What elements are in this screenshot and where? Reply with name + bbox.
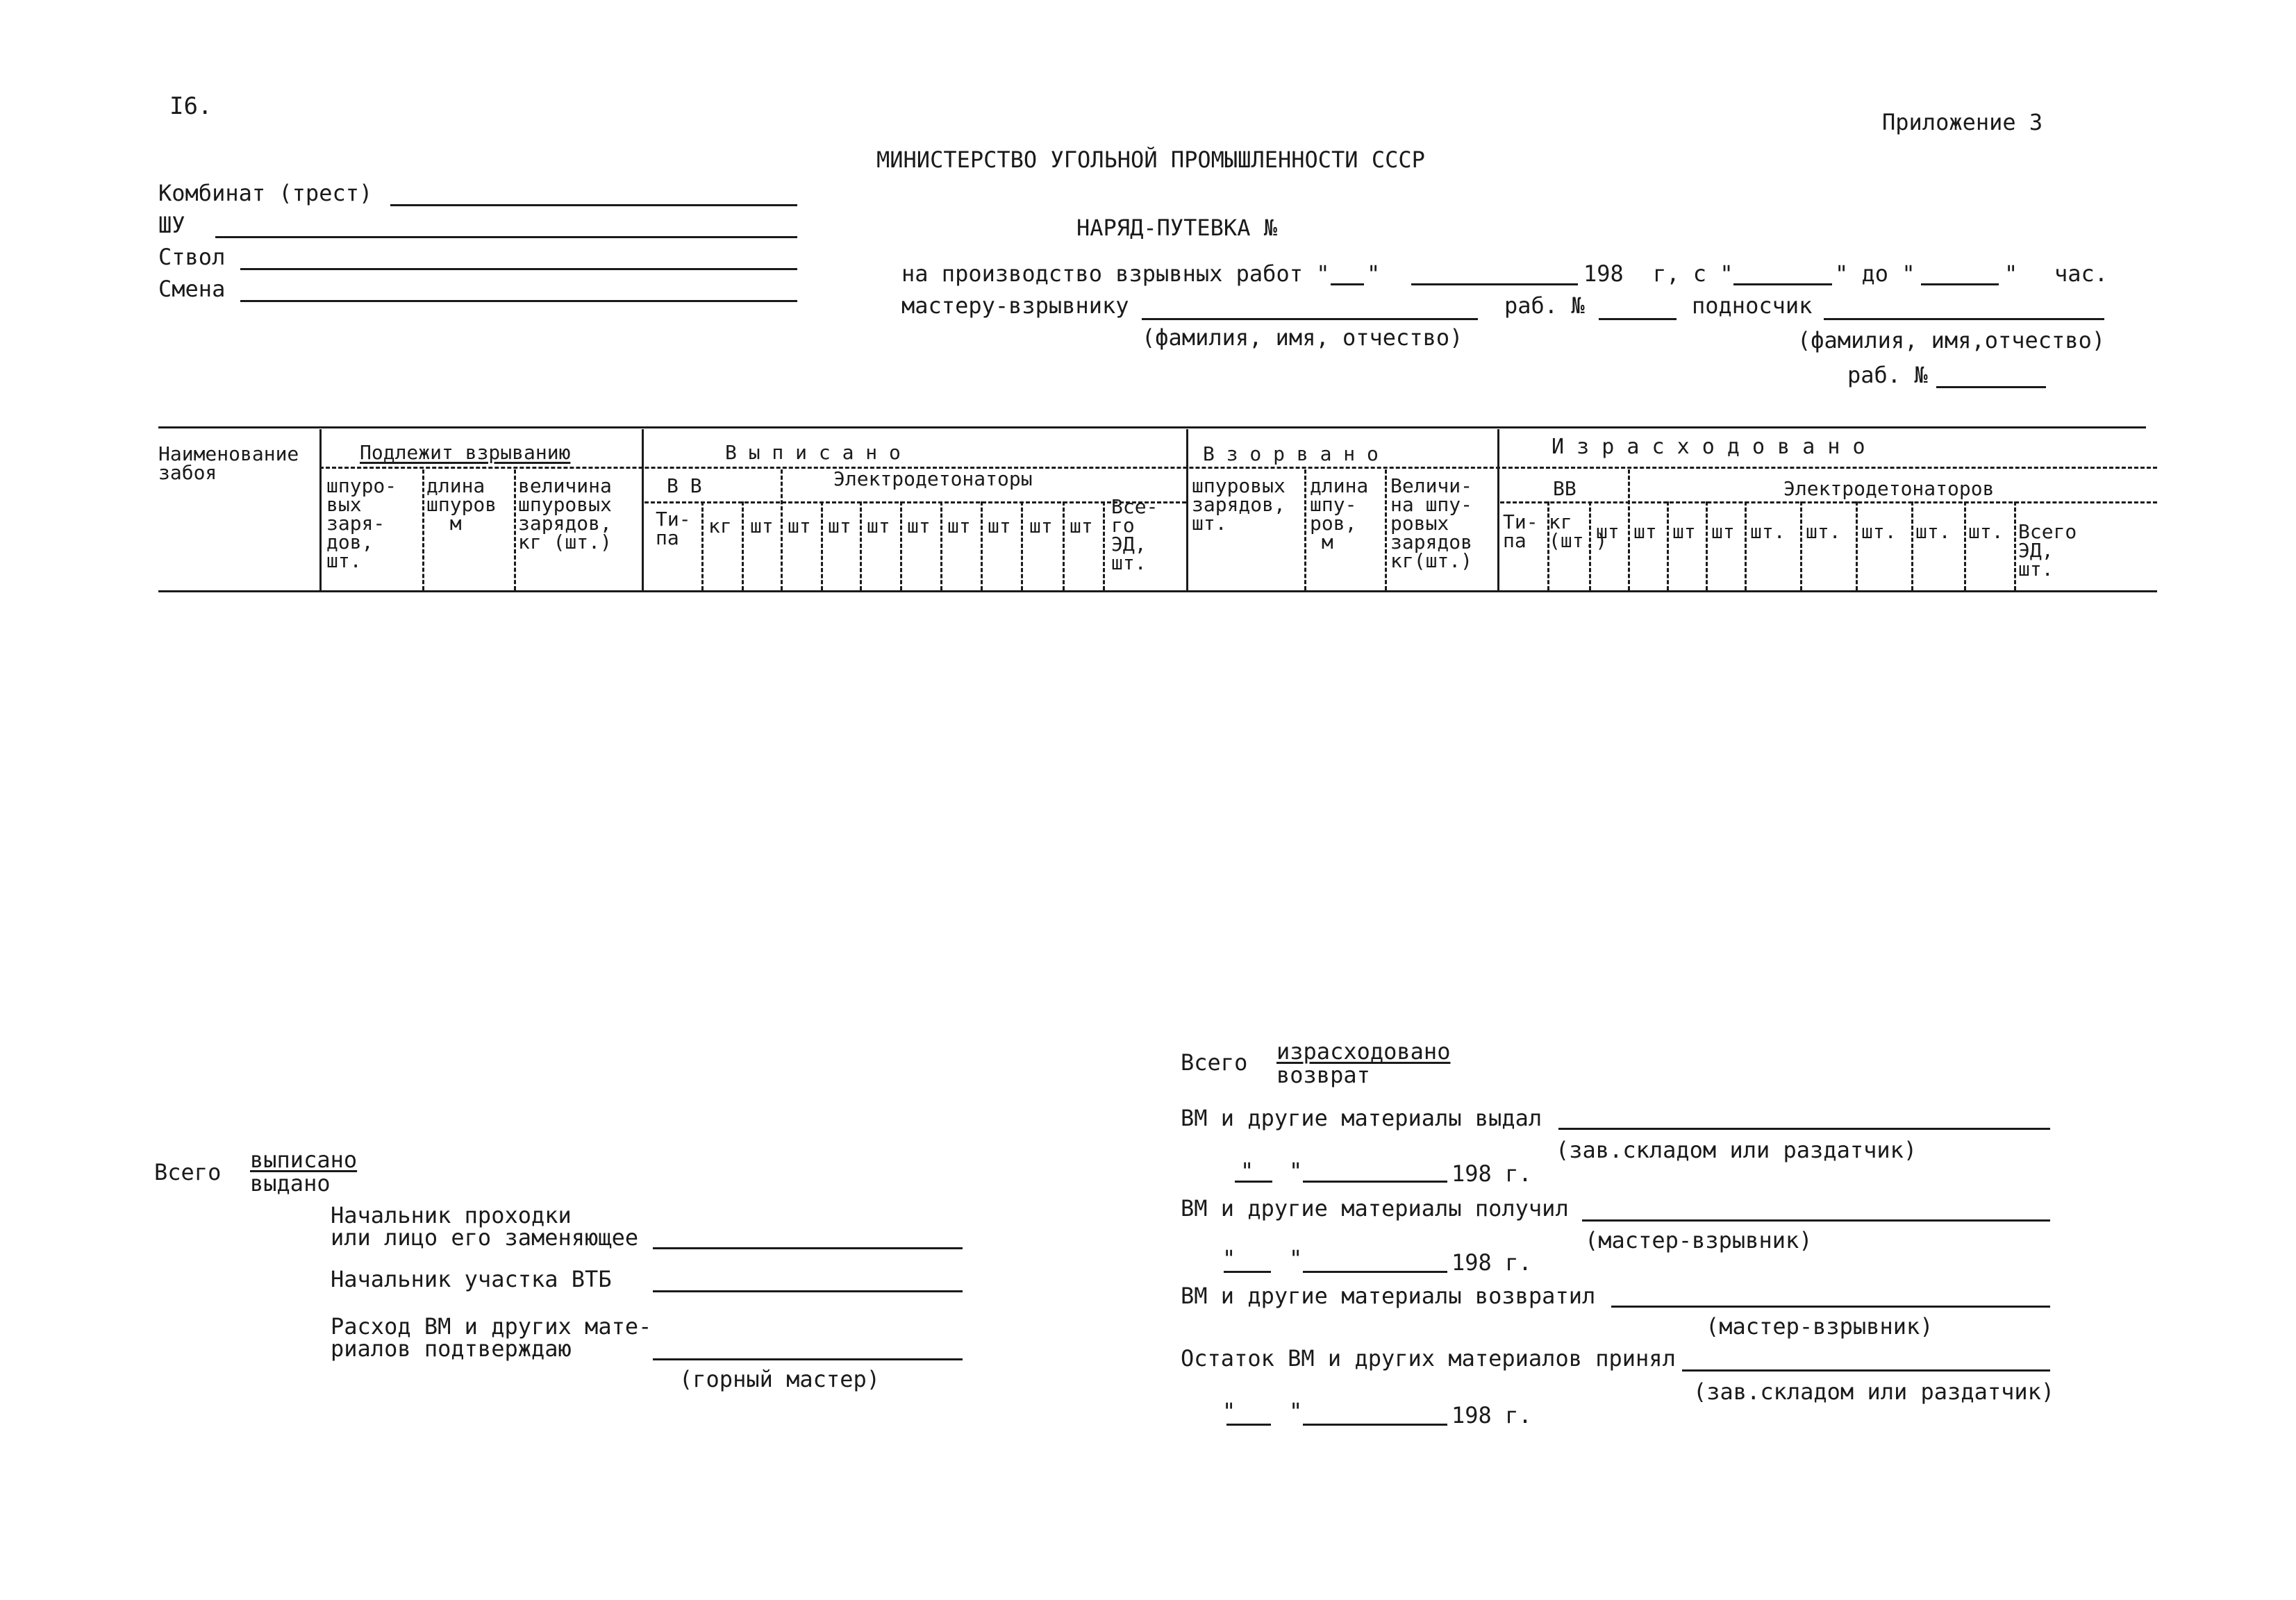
total-label-left: Всего (154, 1159, 222, 1185)
chief2-label: Начальник участка ВТБ (331, 1266, 612, 1292)
order-helper-no-label: раб. № (1847, 362, 1928, 388)
order-from-line[interactable] (1733, 283, 1832, 285)
col-div (2014, 501, 2016, 590)
issued-ed-col: шт (988, 515, 1011, 538)
issued-ed-col: шт (867, 515, 890, 538)
order-helper-label: подносчик (1692, 292, 1813, 319)
total-spent: израсходовано (1276, 1038, 1451, 1065)
spent-ed-col: шт (1672, 520, 1696, 543)
col-div (514, 469, 516, 590)
confirm-l2: риалов подтверждаю (331, 1335, 572, 1362)
spent-vv: ВВ (1553, 477, 1577, 500)
spent-ed-col: шт. (1861, 520, 1897, 543)
spent-sht: шт (1596, 520, 1620, 543)
col-div (1911, 501, 1913, 590)
chief1-signature-line[interactable] (653, 1247, 963, 1249)
ministry-title: МИНИСТЕРСТВО УГОЛЬНОЙ ПРОМЫШЛЕННОСТИ СССР (876, 147, 1425, 173)
date1-year: 198 г. (1451, 1160, 1532, 1187)
date3-day-line[interactable] (1226, 1424, 1271, 1426)
received-by-label: ВМ и другие материалы получил (1181, 1195, 1569, 1222)
col-div (1021, 501, 1023, 590)
col-blown-charges: шпуровых зарядов, шт. (1192, 474, 1286, 535)
total-returned: возврат (1276, 1062, 1370, 1088)
col-div (1103, 501, 1105, 590)
group-blown: В з о р в а н о (1203, 442, 1379, 465)
issued-ed-col: шт (947, 515, 971, 538)
sep-issued (1186, 429, 1188, 590)
total-given: выдано (250, 1170, 331, 1197)
issued-ed-col: шт (1070, 515, 1093, 538)
col-div (900, 501, 902, 590)
issued-ed: Электродетонаторы (833, 467, 1033, 490)
col-div (1745, 501, 1747, 590)
col-face-header: Наименование забоя (158, 442, 299, 484)
remainder-line[interactable] (1682, 1369, 2050, 1372)
date3-year: 198 г. (1451, 1402, 1532, 1428)
remainder-label: Остаток ВМ и других материалов принял (1181, 1345, 1676, 1372)
order-worker-no-label: раб. № (1504, 292, 1585, 319)
field-line-shift[interactable] (240, 300, 797, 302)
order-helper-no-line[interactable] (1936, 386, 2046, 388)
date2-month-line[interactable] (1303, 1271, 1447, 1273)
issued-by-label: ВМ и другие материалы выдал (1181, 1105, 1542, 1131)
date2-year: 198 г. (1451, 1249, 1532, 1276)
field-line-combine[interactable] (390, 204, 797, 206)
table-subhead-rule (319, 467, 2157, 469)
order-to-line[interactable] (1921, 283, 1999, 285)
col-div (1856, 501, 1858, 590)
issued-type: Ти- па (656, 508, 691, 549)
order-master-label: мастеру-взрывнику (901, 292, 1129, 319)
col-blown-size: Величи- на шпу- ровых зарядов кг(шт.) (1390, 474, 1473, 572)
issued-by-caption: (зав.складом или раздатчик) (1556, 1137, 1918, 1163)
date3-quote-open: " (1222, 1398, 1236, 1424)
total-label-right: Всего (1181, 1049, 1248, 1076)
order-quote: " (1367, 260, 1381, 287)
col-div (1667, 501, 1669, 590)
sep-blast (642, 429, 644, 590)
spent-subhead-rule (1500, 501, 2157, 503)
field-line-shaft[interactable] (240, 268, 797, 270)
col-blast-charges: шпуро- вых заря- дов, шт. (326, 474, 397, 572)
issued-total-ed: Все- го ЭД, шт. (1111, 495, 1158, 574)
mining-master-caption: (горный мастер) (679, 1366, 880, 1392)
order-helper-caption: (фамилия, имя,отчество) (1797, 327, 2106, 353)
spent-ed-col: шт. (1806, 520, 1841, 543)
order-month-line[interactable] (1411, 283, 1578, 285)
order-worker-no-line[interactable] (1599, 318, 1677, 320)
order-master-caption: (фамилия, имя, отчество) (1142, 324, 1463, 351)
col-div (1964, 501, 1966, 590)
chief1-l1: Начальник проходки (331, 1202, 572, 1228)
group-to-blast: Подлежит взрыванию (360, 441, 571, 464)
spent-ed-col: шт. (1968, 520, 2004, 543)
order-day-line[interactable] (1331, 283, 1364, 285)
field-label-shaft: Ствол (158, 244, 226, 270)
col-div (1706, 501, 1708, 590)
issued-ed-col: шт (907, 515, 931, 538)
spent-type: Ти- па (1503, 510, 1538, 552)
col-blown-length: длина шпу- ров, м (1310, 474, 1369, 553)
returned-by-label: ВМ и другие материалы возвратил (1181, 1283, 1596, 1309)
col-div (781, 469, 783, 590)
chief1-l2: или лицо его заменяющее (331, 1224, 639, 1251)
col-blast-size: величина шпуровых зарядов, кг (шт.) (518, 474, 612, 553)
order-master-line[interactable] (1142, 318, 1478, 320)
col-div (742, 501, 744, 590)
date1-quote-open: " (1240, 1158, 1254, 1184)
field-label-shu: ШУ (158, 212, 185, 238)
issued-ed-col: шт (788, 515, 811, 538)
document-title: НАРЯД-ПУТЕВКА № (1076, 215, 1277, 241)
field-label-combine: Комбинат (трест) (158, 180, 373, 206)
returned-by-caption: (мастер-взрывник) (1706, 1313, 1933, 1340)
date1-quote-close: " (1289, 1158, 1303, 1184)
col-div (422, 469, 424, 590)
spent-total-ed: Всего ЭД, шт. (2018, 520, 2077, 581)
date1-day-line[interactable] (1235, 1181, 1272, 1183)
order-from: г, с " (1653, 260, 1733, 287)
date2-quote-open: " (1222, 1245, 1236, 1272)
group-issued: В ы п и с а н о (725, 441, 901, 464)
issued-kg: кг (708, 515, 732, 538)
issued-vv: В В (667, 474, 702, 497)
total-issued: выписано (250, 1147, 358, 1173)
issued-by-line[interactable] (1558, 1128, 2050, 1130)
sep-face (319, 429, 322, 590)
received-by-caption: (мастер-взрывник) (1585, 1227, 1813, 1253)
col-div (981, 501, 983, 590)
confirm-signature-line[interactable] (653, 1358, 963, 1360)
col-div (940, 501, 942, 590)
issued-ed-col: шт (1029, 515, 1053, 538)
sep-blown (1497, 429, 1499, 590)
col-div (1628, 469, 1630, 590)
spent-ed-col: шт. (1915, 520, 1951, 543)
date2-day-line[interactable] (1224, 1271, 1271, 1273)
issued-sht: шт (750, 515, 774, 538)
page-number: I6. (169, 92, 213, 120)
col-blast-length: длина шпуров м (426, 474, 497, 535)
received-by-line[interactable] (1582, 1219, 2050, 1222)
spent-ed-col: шт (1633, 520, 1657, 543)
col-div (821, 501, 823, 590)
col-div (1063, 501, 1065, 590)
spent-ed-col: шт (1711, 520, 1735, 543)
returned-by-line[interactable] (1611, 1306, 2050, 1308)
remainder-caption: (зав.складом или раздатчик) (1693, 1378, 2055, 1405)
order-hours: час. (2054, 260, 2108, 287)
spent-ed-col: шт. (1750, 520, 1786, 543)
order-quote-close: " (2004, 260, 2018, 287)
date1-month-line[interactable] (1303, 1181, 1447, 1183)
field-line-shu[interactable] (215, 236, 797, 238)
col-div (1385, 469, 1387, 590)
spent-ed: Электродетонаторов (1783, 477, 1995, 500)
field-label-shift: Смена (158, 276, 226, 302)
order-year: 198 (1583, 260, 1624, 287)
issued-ed-col: шт (828, 515, 851, 538)
chief2-signature-line[interactable] (653, 1290, 963, 1292)
order-helper-line[interactable] (1824, 318, 2104, 320)
confirm-l1: Расход ВМ и других мате- (331, 1313, 652, 1340)
order-to: " до " (1835, 260, 1915, 287)
issued-subhead-rule (644, 501, 1186, 503)
group-spent: И з р а с х о д о в а н о (1552, 435, 1865, 459)
table-top-rule (158, 426, 2146, 428)
table-bottom-rule (158, 590, 2157, 592)
col-div (701, 501, 704, 590)
order-line1-text: на производство взрывных работ " (901, 260, 1330, 287)
appendix-label: Приложение 3 (1882, 109, 2043, 135)
date3-month-line[interactable] (1303, 1424, 1447, 1426)
col-div (1304, 469, 1306, 590)
col-div (860, 501, 862, 590)
date3-quote-close: " (1289, 1398, 1303, 1424)
spent-kg: кг (шт.) (1549, 510, 1608, 552)
date2-quote-close: " (1289, 1245, 1303, 1272)
col-div (1800, 501, 1802, 590)
